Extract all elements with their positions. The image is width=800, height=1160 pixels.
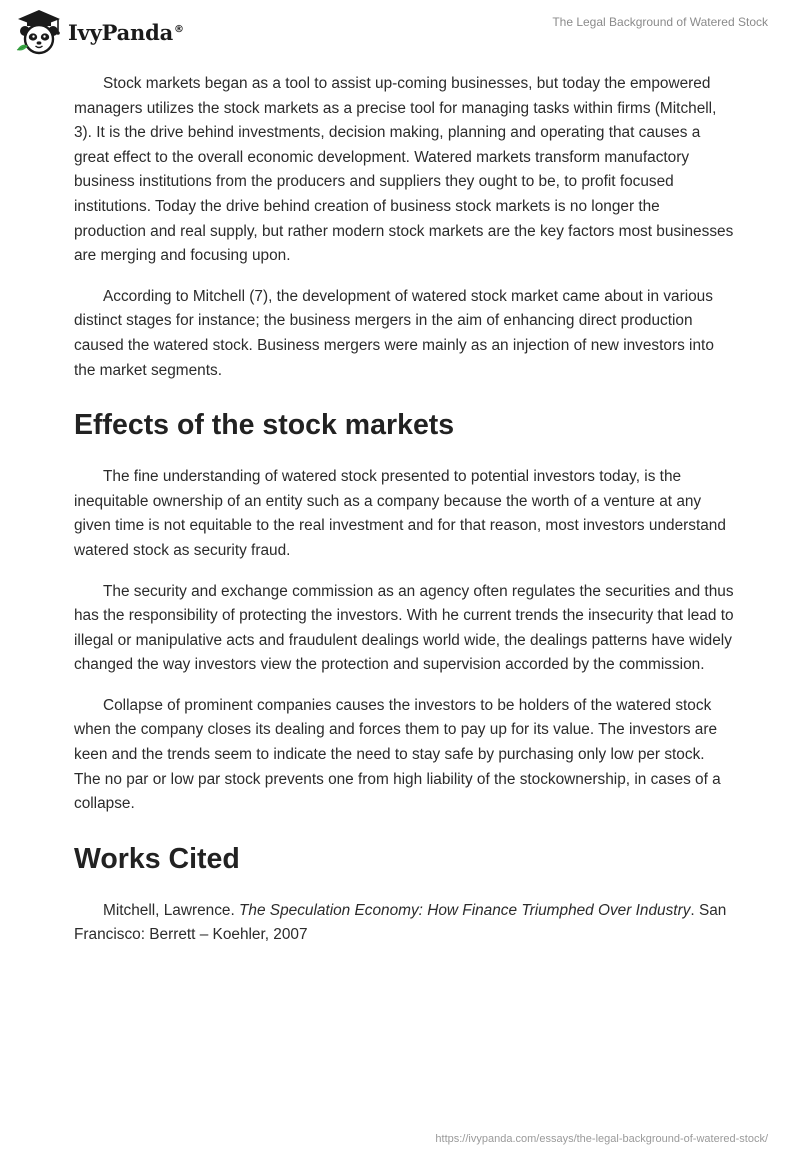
paragraph-4: The security and exchange commission as an agency often regulates the securities and thus has the responsibility of protecting the investors. With he current trends the insecurity that lead to illegal or manipulative acts and fraudulent dealings world wide, the dealings patterns have widely changed the way investors view the protection and supervision accorded by the commission. <box>74 582 734 674</box>
panda-graduate-icon <box>14 8 64 56</box>
paragraph-3: The fine understanding of watered stock presented to potential investors today, is the inequitable ownership of an entity such as a company because the worth of a venture at any given time is not equitable to the real investment and for that reason, most investors understand watered stock as security fraud. <box>74 468 726 559</box>
paragraph-1: Stock markets began as a tool to assist up-coming businesses, but today the empowered managers utilizes the stock markets as a precise tool for managing tasks within firms (Mitchell, 3). It is the drive behind investments, decision making, planning and operating that causes a great effect to the overall economic development. Watered markets transform manufactory business institutions from the producers and suppliers they ought to be, to profit focused institutions. Today the drive behind creation of business stock markets is no longer the production and real supply, but rather modern stock markets are the key factors most businesses are merging and focusing upon. <box>74 75 734 265</box>
citation-publisher: . San Francisco: Berrett – Koehler, 2007 <box>74 901 727 944</box>
essay-body <box>74 72 734 964</box>
ivypanda-logo[interactable] <box>14 8 184 56</box>
brand-name: IvyPanda® <box>68 19 184 45</box>
citation-entry <box>74 899 734 948</box>
registered-mark: ® <box>174 23 184 35</box>
citation-title: The Speculation Economy: How Finance Triumphed Over Industry <box>239 901 691 919</box>
source-url[interactable]: https://ivypanda.com/essays/the-legal-background-of-watered-stock/ <box>435 1133 768 1145</box>
citation-author: Mitchell, Lawrence. <box>103 901 240 919</box>
heading-effects: Effects of the stock markets <box>74 409 455 442</box>
page-header <box>0 0 800 60</box>
heading-works-cited: Works Cited <box>74 842 240 875</box>
paragraph-5: Collapse of prominent companies causes the investors to be holders of the watered stock when the company closes its dealing and forces them to pay up for its value. The investors are keen and the trends seem to indicate the need to stay safe by purchasing only low per stock. The no par or low par stock prevents one from high liability of the stockownership, in cases of a collapse. <box>74 696 721 813</box>
document-title: The Legal Background of Watered Stock <box>552 15 768 29</box>
paragraph-2: According to Mitchell (7), the development of watered stock market came about in various distinct stages for instance; the business mergers in the aim of enhancing direct production caused the watered stock. Business mergers were mainly as an injection of new investors into the market segments. <box>74 287 714 379</box>
